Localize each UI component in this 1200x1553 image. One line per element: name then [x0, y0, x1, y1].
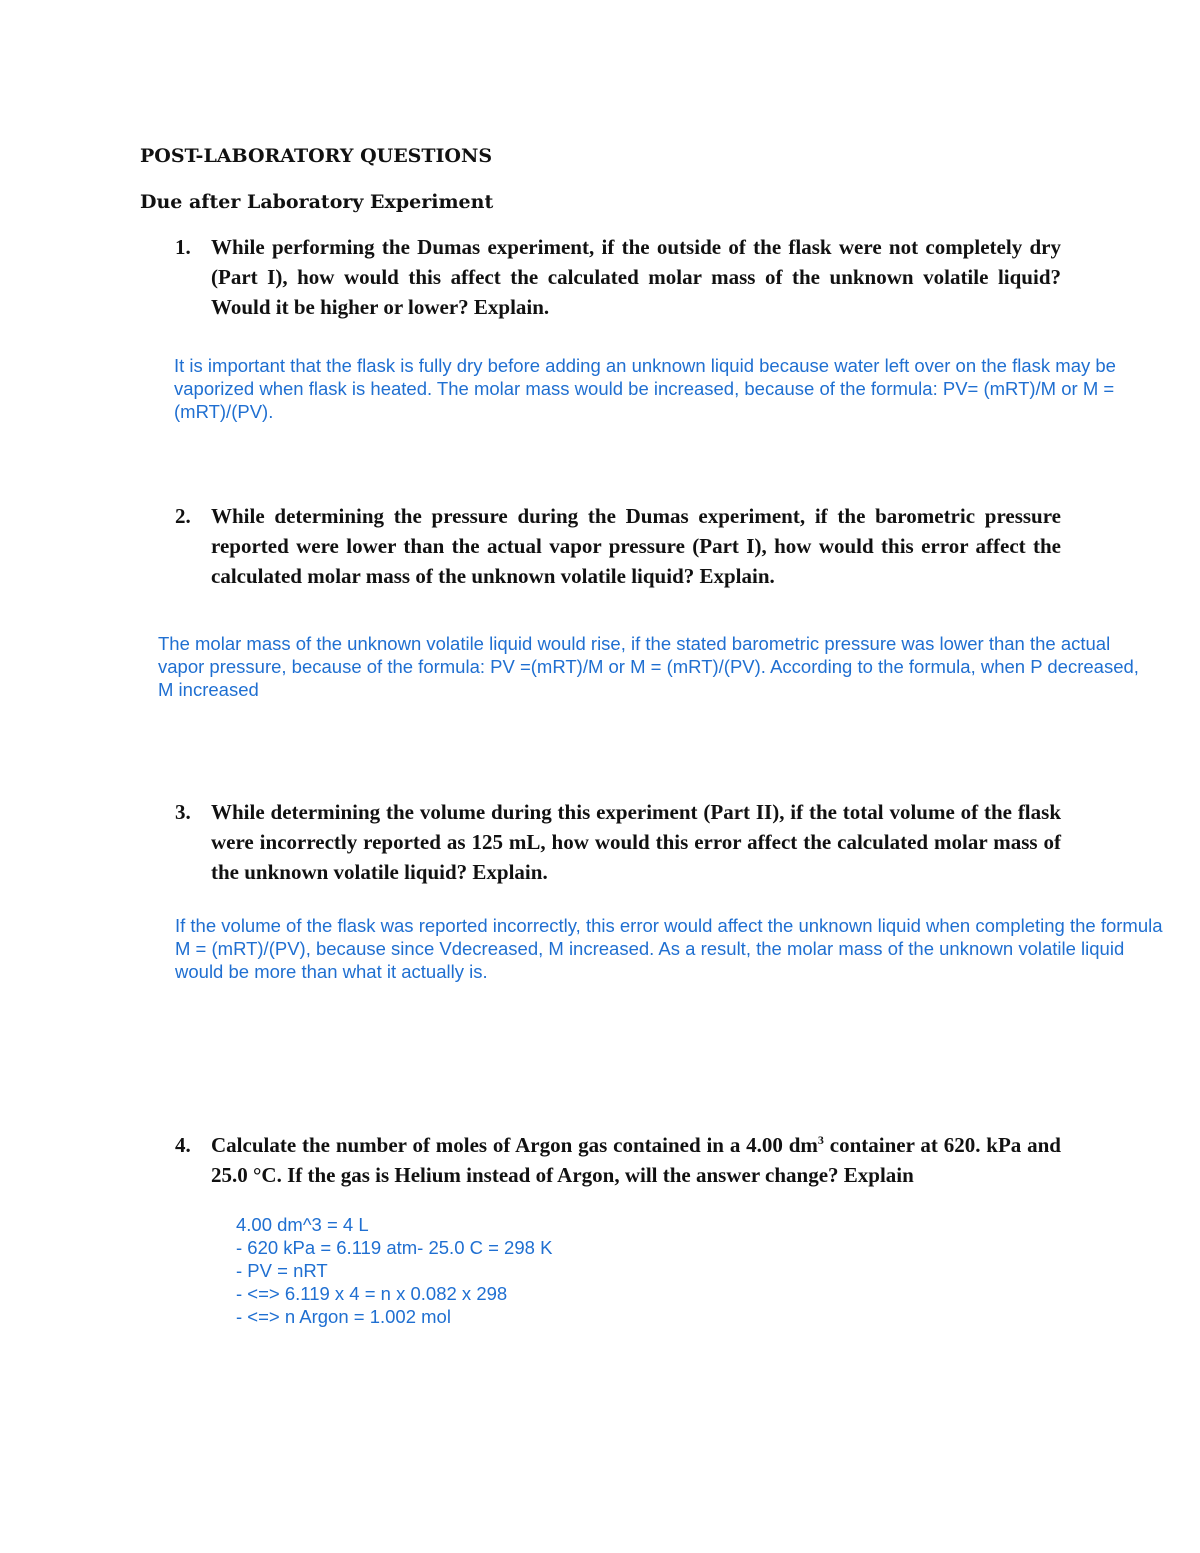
superscript-3: 3	[817, 1133, 824, 1147]
calculation-line: - PV = nRT	[236, 1260, 328, 1281]
answer-3: If the volume of the flask was reported incorrectly, this error would affect the unknown liquid when completing the formula M = (mRT)/(PV), because since Vdecreased, M increased. As a result, the molar mass of the unknown volatile liquid would be more than what it actually is.	[175, 915, 1163, 982]
answer-2: The molar mass of the unknown volatile liquid would rise, if the stated barometric pressure was lower than the actual vapor pressure, because of the formula: PV =(mRT)/M or M = (mRT)/(PV). According to the formula, when P decreased, M increased	[158, 633, 1139, 700]
document-subtitle: Due after Laboratory Experiment	[140, 191, 494, 213]
calculation-block	[236, 1213, 552, 1328]
question-number: 3.	[175, 800, 191, 824]
document-title: POST-LABORATORY QUESTIONS	[140, 145, 493, 167]
question-text: While determining the volume during this experiment (Part II), if the total volume of the flask were incorrectly reported as 125 mL, how would this error affect the calculated molar mass of the unknown volatile liquid? Explain.	[211, 800, 1061, 884]
answer-1: It is important that the flask is fully dry before adding an unknown liquid because water left over on the flask may be vaporized when flask is heated. The molar mass would be increased, because of the formula: PV= (mRT)/M or M = (mRT)/(PV).	[174, 355, 1116, 422]
question-1	[175, 232, 1061, 322]
question-3	[175, 797, 1061, 887]
question-text	[211, 1130, 1061, 1190]
question-text-part-2: container at 620. kPa and 25.0 °C. If the gas is Helium instead of Argon, will the answer change? Explain	[211, 1133, 1061, 1187]
question-number: 1.	[175, 235, 191, 259]
question-number: 4.	[175, 1133, 191, 1157]
question-text: While performing the Dumas experiment, if the outside of the flask were not completely dry (Part I), how would this affect the calculated molar mass of the unknown volatile liquid? Would it be higher or lower? Explain.	[211, 235, 1061, 319]
question-text: While determining the pressure during the Dumas experiment, if the barometric pressure reported were lower than the actual vapor pressure (Part I), how would this error affect the calculated molar mass of the unknown volatile liquid? Explain.	[211, 504, 1061, 588]
question-2	[175, 501, 1061, 591]
calculation-line: - 620 kPa = 6.119 atm- 25.0 C = 298 K	[236, 1237, 553, 1258]
question-text-part-1: Calculate the number of moles of Argon gas contained in a 4.00 dm	[211, 1133, 818, 1157]
calculation-line: - <=> 6.119 x 4 = n x 0.082 x 298	[236, 1283, 508, 1304]
calculation-line: 4.00 dm^3 = 4 L	[236, 1214, 369, 1235]
question-number: 2.	[175, 504, 191, 528]
calculation-line: - <=> n Argon = 1.002 mol	[236, 1306, 451, 1327]
question-4	[175, 1130, 1061, 1190]
